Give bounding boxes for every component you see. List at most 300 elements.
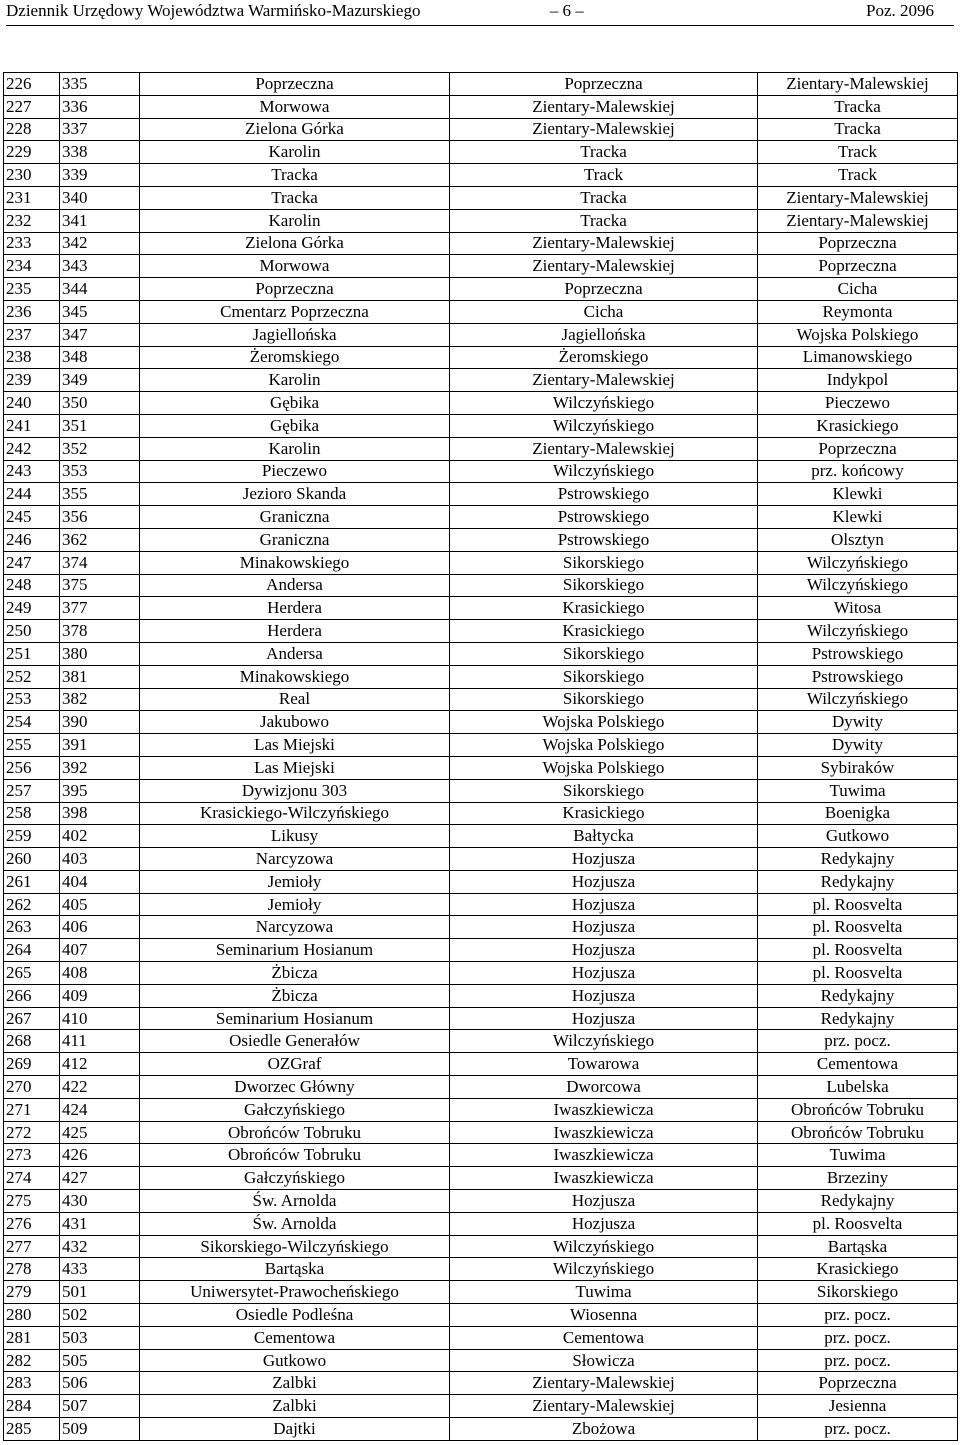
stop-number-cell: 392 xyxy=(60,756,140,779)
stop-number-cell: 351 xyxy=(60,414,140,437)
stop-number-cell: 343 xyxy=(60,255,140,278)
street-cell: Zientary-Malewskiej xyxy=(450,1372,758,1395)
row-number-cell: 281 xyxy=(4,1326,60,1349)
stop-number-cell: 353 xyxy=(60,460,140,483)
stop-name-cell: Likusy xyxy=(140,825,450,848)
stop-name-cell: Real xyxy=(140,688,450,711)
street-cell: Sikorskiego xyxy=(450,551,758,574)
stop-name-cell: Jagiellońska xyxy=(140,323,450,346)
street-cell: Iwaszkiewicza xyxy=(450,1098,758,1121)
table-row xyxy=(4,506,958,529)
street-cell: Żeromskiego xyxy=(450,346,758,369)
table-row xyxy=(4,962,958,985)
table-row xyxy=(4,1418,958,1441)
direction-cell: prz. pocz. xyxy=(758,1418,958,1441)
stop-name-cell: Tracka xyxy=(140,164,450,187)
stop-number-cell: 348 xyxy=(60,346,140,369)
table-row xyxy=(4,1258,958,1281)
street-cell: Wojska Polskiego xyxy=(450,734,758,757)
stop-number-cell: 407 xyxy=(60,939,140,962)
street-cell: Wilczyńskiego xyxy=(450,460,758,483)
table-row xyxy=(4,1372,958,1395)
street-cell: Hozjusza xyxy=(450,1212,758,1235)
street-cell: Wilczyńskiego xyxy=(450,414,758,437)
row-number-cell: 236 xyxy=(4,300,60,323)
row-number-cell: 245 xyxy=(4,506,60,529)
direction-cell: Redykajny xyxy=(758,1007,958,1030)
table-row xyxy=(4,756,958,779)
street-cell: Hozjusza xyxy=(450,962,758,985)
table-row xyxy=(4,414,958,437)
stop-name-cell: Osiedle Generałów xyxy=(140,1030,450,1053)
direction-cell: Indykpol xyxy=(758,369,958,392)
stop-name-cell: Cmentarz Poprzeczna xyxy=(140,300,450,323)
row-number-cell: 243 xyxy=(4,460,60,483)
stop-number-cell: 380 xyxy=(60,642,140,665)
stop-number-cell: 403 xyxy=(60,848,140,871)
stop-number-cell: 402 xyxy=(60,825,140,848)
table-row xyxy=(4,483,958,506)
table-row xyxy=(4,870,958,893)
journal-title: Dziennik Urzędowy Województwa Warmińsko-Mazurskiego xyxy=(6,1,421,20)
direction-cell: Pstrowskiego xyxy=(758,642,958,665)
row-number-cell: 262 xyxy=(4,893,60,916)
stop-name-cell: Krasickiego-Wilczyńskiego xyxy=(140,802,450,825)
table-row xyxy=(4,1030,958,1053)
street-cell: Towarowa xyxy=(450,1053,758,1076)
row-number-cell: 258 xyxy=(4,802,60,825)
stop-name-cell: Gałczyńskiego xyxy=(140,1098,450,1121)
row-number-cell: 227 xyxy=(4,95,60,118)
stop-name-cell: Cementowa xyxy=(140,1326,450,1349)
stop-number-cell: 425 xyxy=(60,1121,140,1144)
table-row xyxy=(4,460,958,483)
street-cell: Zientary-Malewskiej xyxy=(450,118,758,141)
table-row xyxy=(4,825,958,848)
item-number: Poz. 2096 xyxy=(866,1,934,20)
street-cell: Cementowa xyxy=(450,1326,758,1349)
row-number-cell: 256 xyxy=(4,756,60,779)
street-cell: Iwaszkiewicza xyxy=(450,1144,758,1167)
stop-name-cell: Pieczewo xyxy=(140,460,450,483)
direction-cell: Dywity xyxy=(758,711,958,734)
row-number-cell: 242 xyxy=(4,437,60,460)
stop-name-cell: Bartąska xyxy=(140,1258,450,1281)
row-number-cell: 276 xyxy=(4,1212,60,1235)
row-number-cell: 275 xyxy=(4,1190,60,1213)
table-row xyxy=(4,437,958,460)
street-cell: Wilczyńskiego xyxy=(450,1258,758,1281)
direction-cell: pl. Roosvelta xyxy=(758,916,958,939)
stop-number-cell: 390 xyxy=(60,711,140,734)
direction-cell: Obrońców Tobruku xyxy=(758,1098,958,1121)
row-number-cell: 283 xyxy=(4,1372,60,1395)
direction-cell: Poprzeczna xyxy=(758,1372,958,1395)
stop-name-cell: Poprzeczna xyxy=(140,73,450,96)
direction-cell: Poprzeczna xyxy=(758,255,958,278)
stop-name-cell: Jemioły xyxy=(140,870,450,893)
table-row xyxy=(4,665,958,688)
direction-cell: Track xyxy=(758,141,958,164)
row-number-cell: 235 xyxy=(4,278,60,301)
direction-cell: Tracka xyxy=(758,118,958,141)
stop-name-cell: Uniwersytet-Prawocheńskiego xyxy=(140,1281,450,1304)
table-row xyxy=(4,73,958,96)
stop-number-cell: 412 xyxy=(60,1053,140,1076)
row-number-cell: 252 xyxy=(4,665,60,688)
direction-cell: Limanowskiego xyxy=(758,346,958,369)
direction-cell: Tracka xyxy=(758,95,958,118)
table-row xyxy=(4,1304,958,1327)
table-row xyxy=(4,369,958,392)
table-row xyxy=(4,597,958,620)
direction-cell: prz. końcowy xyxy=(758,460,958,483)
stop-name-cell: Zalbki xyxy=(140,1395,450,1418)
stop-name-cell: Andersa xyxy=(140,642,450,665)
table-row xyxy=(4,278,958,301)
street-cell: Wiosenna xyxy=(450,1304,758,1327)
row-number-cell: 271 xyxy=(4,1098,60,1121)
page-position xyxy=(550,0,934,22)
direction-cell: Boenigka xyxy=(758,802,958,825)
stop-number-cell: 356 xyxy=(60,506,140,529)
row-number-cell: 278 xyxy=(4,1258,60,1281)
stop-number-cell: 427 xyxy=(60,1167,140,1190)
direction-cell: pl. Roosvelta xyxy=(758,1212,958,1235)
stop-number-cell: 342 xyxy=(60,232,140,255)
stop-number-cell: 507 xyxy=(60,1395,140,1418)
direction-cell: Krasickiego xyxy=(758,414,958,437)
table-row xyxy=(4,346,958,369)
stop-number-cell: 377 xyxy=(60,597,140,620)
stop-number-cell: 362 xyxy=(60,528,140,551)
stop-name-cell: Karolin xyxy=(140,437,450,460)
table-row xyxy=(4,1167,958,1190)
street-cell: Sikorskiego xyxy=(450,642,758,665)
table-row xyxy=(4,1076,958,1099)
street-cell: Hozjusza xyxy=(450,893,758,916)
direction-cell: Krasickiego xyxy=(758,1258,958,1281)
row-number-cell: 269 xyxy=(4,1053,60,1076)
stop-name-cell: Św. Arnolda xyxy=(140,1212,450,1235)
table-row xyxy=(4,323,958,346)
street-cell: Hozjusza xyxy=(450,984,758,1007)
row-number-cell: 253 xyxy=(4,688,60,711)
street-cell: Hozjusza xyxy=(450,939,758,962)
table-row xyxy=(4,711,958,734)
table-row xyxy=(4,1007,958,1030)
stop-number-cell: 340 xyxy=(60,186,140,209)
stop-name-cell: Las Miejski xyxy=(140,756,450,779)
stop-number-cell: 374 xyxy=(60,551,140,574)
page-number: – 6 – xyxy=(549,1,584,20)
direction-cell: Pieczewo xyxy=(758,392,958,415)
table-row xyxy=(4,1121,958,1144)
street-cell: Sikorskiego xyxy=(450,779,758,802)
table-row xyxy=(4,1190,958,1213)
stop-name-cell: Żbicza xyxy=(140,962,450,985)
direction-cell: Jesienna xyxy=(758,1395,958,1418)
row-number-cell: 234 xyxy=(4,255,60,278)
table-row xyxy=(4,392,958,415)
stop-number-cell: 395 xyxy=(60,779,140,802)
street-cell: Bałtycka xyxy=(450,825,758,848)
stop-number-cell: 404 xyxy=(60,870,140,893)
street-cell: Poprzeczna xyxy=(450,73,758,96)
table-row xyxy=(4,1326,958,1349)
stop-name-cell: Osiedle Podleśna xyxy=(140,1304,450,1327)
table-row xyxy=(4,574,958,597)
direction-cell: Wilczyńskiego xyxy=(758,574,958,597)
stop-name-cell: Dywizjonu 303 xyxy=(140,779,450,802)
table-row xyxy=(4,642,958,665)
stop-number-cell: 339 xyxy=(60,164,140,187)
row-number-cell: 226 xyxy=(4,73,60,96)
stop-number-cell: 503 xyxy=(60,1326,140,1349)
stop-number-cell: 406 xyxy=(60,916,140,939)
row-number-cell: 246 xyxy=(4,528,60,551)
street-cell: Zientary-Malewskiej xyxy=(450,255,758,278)
stop-name-cell: Jakubowo xyxy=(140,711,450,734)
table-row xyxy=(4,620,958,643)
stop-name-cell: Minakowskiego xyxy=(140,665,450,688)
street-cell: Zbożowa xyxy=(450,1418,758,1441)
stop-number-cell: 410 xyxy=(60,1007,140,1030)
stop-number-cell: 378 xyxy=(60,620,140,643)
stop-name-cell: OZGraf xyxy=(140,1053,450,1076)
row-number-cell: 257 xyxy=(4,779,60,802)
table-row xyxy=(4,1144,958,1167)
direction-cell: Wilczyńskiego xyxy=(758,688,958,711)
street-cell: Zientary-Malewskiej xyxy=(450,232,758,255)
row-number-cell: 263 xyxy=(4,916,60,939)
row-number-cell: 285 xyxy=(4,1418,60,1441)
table-row xyxy=(4,95,958,118)
street-cell: Hozjusza xyxy=(450,870,758,893)
direction-cell: pl. Roosvelta xyxy=(758,939,958,962)
table-row xyxy=(4,1053,958,1076)
direction-cell: Redykajny xyxy=(758,1190,958,1213)
direction-cell: prz. pocz. xyxy=(758,1030,958,1053)
table-row xyxy=(4,300,958,323)
street-cell: Hozjusza xyxy=(450,1190,758,1213)
row-number-cell: 280 xyxy=(4,1304,60,1327)
stop-number-cell: 338 xyxy=(60,141,140,164)
table-row xyxy=(4,1212,958,1235)
street-cell: Poprzeczna xyxy=(450,278,758,301)
direction-cell: pl. Roosvelta xyxy=(758,893,958,916)
row-number-cell: 254 xyxy=(4,711,60,734)
direction-cell: Klewki xyxy=(758,506,958,529)
table-row xyxy=(4,939,958,962)
table-row xyxy=(4,916,958,939)
stop-name-cell: Andersa xyxy=(140,574,450,597)
stop-number-cell: 355 xyxy=(60,483,140,506)
stop-name-cell: Herdera xyxy=(140,597,450,620)
page-header xyxy=(0,0,960,30)
street-cell: Pstrowskiego xyxy=(450,528,758,551)
stop-name-cell: Poprzeczna xyxy=(140,278,450,301)
street-cell: Jagiellońska xyxy=(450,323,758,346)
table-row xyxy=(4,893,958,916)
street-cell: Wojska Polskiego xyxy=(450,756,758,779)
stop-name-cell: Minakowskiego xyxy=(140,551,450,574)
stop-number-cell: 433 xyxy=(60,1258,140,1281)
row-number-cell: 228 xyxy=(4,118,60,141)
street-cell: Krasickiego xyxy=(450,802,758,825)
table-row xyxy=(4,1098,958,1121)
direction-cell: pl. Roosvelta xyxy=(758,962,958,985)
stop-number-cell: 350 xyxy=(60,392,140,415)
stop-name-cell: Obrońców Tobruku xyxy=(140,1121,450,1144)
stop-number-cell: 432 xyxy=(60,1235,140,1258)
stop-name-cell: Karolin xyxy=(140,209,450,232)
stops-table xyxy=(3,72,958,1441)
stop-number-cell: 405 xyxy=(60,893,140,916)
row-number-cell: 238 xyxy=(4,346,60,369)
direction-cell: Zientary-Malewskiej xyxy=(758,73,958,96)
stop-name-cell: Jemioły xyxy=(140,893,450,916)
stop-name-cell: Las Miejski xyxy=(140,734,450,757)
direction-cell: Lubelska xyxy=(758,1076,958,1099)
stop-name-cell: Graniczna xyxy=(140,506,450,529)
street-cell: Tracka xyxy=(450,186,758,209)
stop-number-cell: 391 xyxy=(60,734,140,757)
direction-cell: Zientary-Malewskiej xyxy=(758,186,958,209)
street-cell: Wilczyńskiego xyxy=(450,1030,758,1053)
stop-number-cell: 341 xyxy=(60,209,140,232)
row-number-cell: 259 xyxy=(4,825,60,848)
direction-cell: Obrońców Tobruku xyxy=(758,1121,958,1144)
stop-name-cell: Narcyzowa xyxy=(140,848,450,871)
row-number-cell: 249 xyxy=(4,597,60,620)
street-cell: Sikorskiego xyxy=(450,665,758,688)
row-number-cell: 268 xyxy=(4,1030,60,1053)
stop-name-cell: Sikorskiego-Wilczyńskiego xyxy=(140,1235,450,1258)
table-row xyxy=(4,734,958,757)
direction-cell: Wilczyńskiego xyxy=(758,551,958,574)
table-row xyxy=(4,164,958,187)
stop-name-cell: Gębika xyxy=(140,392,450,415)
street-cell: Cicha xyxy=(450,300,758,323)
stop-number-cell: 335 xyxy=(60,73,140,96)
street-cell: Pstrowskiego xyxy=(450,506,758,529)
street-cell: Track xyxy=(450,164,758,187)
row-number-cell: 250 xyxy=(4,620,60,643)
street-cell: Krasickiego xyxy=(450,620,758,643)
row-number-cell: 277 xyxy=(4,1235,60,1258)
direction-cell: Sybiraków xyxy=(758,756,958,779)
table-row xyxy=(4,1281,958,1304)
direction-cell: Tuwima xyxy=(758,1144,958,1167)
row-number-cell: 255 xyxy=(4,734,60,757)
row-number-cell: 233 xyxy=(4,232,60,255)
row-number-cell: 282 xyxy=(4,1349,60,1372)
direction-cell: Redykajny xyxy=(758,870,958,893)
stop-number-cell: 506 xyxy=(60,1372,140,1395)
stop-number-cell: 426 xyxy=(60,1144,140,1167)
stop-name-cell: Dajtki xyxy=(140,1418,450,1441)
direction-cell: Sikorskiego xyxy=(758,1281,958,1304)
table-row xyxy=(4,209,958,232)
table-row xyxy=(4,232,958,255)
table-row xyxy=(4,255,958,278)
stop-name-cell: Karolin xyxy=(140,369,450,392)
row-number-cell: 231 xyxy=(4,186,60,209)
direction-cell: prz. pocz. xyxy=(758,1349,958,1372)
row-number-cell: 229 xyxy=(4,141,60,164)
table-row xyxy=(4,984,958,1007)
direction-cell: Cementowa xyxy=(758,1053,958,1076)
stop-name-cell: Graniczna xyxy=(140,528,450,551)
stop-name-cell: Obrońców Tobruku xyxy=(140,1144,450,1167)
street-cell: Zientary-Malewskiej xyxy=(450,369,758,392)
table-row xyxy=(4,528,958,551)
stop-name-cell: Seminarium Hosianum xyxy=(140,939,450,962)
direction-cell: Wilczyńskiego xyxy=(758,620,958,643)
street-cell: Zientary-Malewskiej xyxy=(450,1395,758,1418)
direction-cell: Zientary-Malewskiej xyxy=(758,209,958,232)
stop-name-cell: Dworzec Główny xyxy=(140,1076,450,1099)
direction-cell: Poprzeczna xyxy=(758,437,958,460)
table-row xyxy=(4,779,958,802)
row-number-cell: 239 xyxy=(4,369,60,392)
stop-name-cell: Gałczyńskiego xyxy=(140,1167,450,1190)
table-row xyxy=(4,141,958,164)
stop-number-cell: 352 xyxy=(60,437,140,460)
stop-name-cell: Zalbki xyxy=(140,1372,450,1395)
stop-number-cell: 345 xyxy=(60,300,140,323)
stop-number-cell: 382 xyxy=(60,688,140,711)
stop-name-cell: Tracka xyxy=(140,186,450,209)
stop-name-cell: Jezioro Skanda xyxy=(140,483,450,506)
stop-name-cell: Św. Arnolda xyxy=(140,1190,450,1213)
stop-number-cell: 424 xyxy=(60,1098,140,1121)
stop-name-cell: Żbicza xyxy=(140,984,450,1007)
stop-name-cell: Gutkowo xyxy=(140,1349,450,1372)
direction-cell: Dywity xyxy=(758,734,958,757)
row-number-cell: 284 xyxy=(4,1395,60,1418)
direction-cell: Reymonta xyxy=(758,300,958,323)
row-number-cell: 270 xyxy=(4,1076,60,1099)
stop-number-cell: 337 xyxy=(60,118,140,141)
row-number-cell: 237 xyxy=(4,323,60,346)
street-cell: Wilczyńskiego xyxy=(450,392,758,415)
stop-number-cell: 344 xyxy=(60,278,140,301)
direction-cell: Pstrowskiego xyxy=(758,665,958,688)
row-number-cell: 273 xyxy=(4,1144,60,1167)
stop-name-cell: Karolin xyxy=(140,141,450,164)
row-number-cell: 247 xyxy=(4,551,60,574)
stop-name-cell: Żeromskiego xyxy=(140,346,450,369)
stop-number-cell: 398 xyxy=(60,802,140,825)
stop-number-cell: 409 xyxy=(60,984,140,1007)
direction-cell: Tuwima xyxy=(758,779,958,802)
street-cell: Tuwima xyxy=(450,1281,758,1304)
stops-table-body xyxy=(4,73,958,1441)
stop-number-cell: 381 xyxy=(60,665,140,688)
stop-name-cell: Morwowa xyxy=(140,255,450,278)
table-row xyxy=(4,1395,958,1418)
stop-number-cell: 501 xyxy=(60,1281,140,1304)
row-number-cell: 230 xyxy=(4,164,60,187)
street-cell: Iwaszkiewicza xyxy=(450,1121,758,1144)
table-row xyxy=(4,1235,958,1258)
street-cell: Wojska Polskiego xyxy=(450,711,758,734)
direction-cell: Witosa xyxy=(758,597,958,620)
stop-number-cell: 502 xyxy=(60,1304,140,1327)
table-row xyxy=(4,551,958,574)
